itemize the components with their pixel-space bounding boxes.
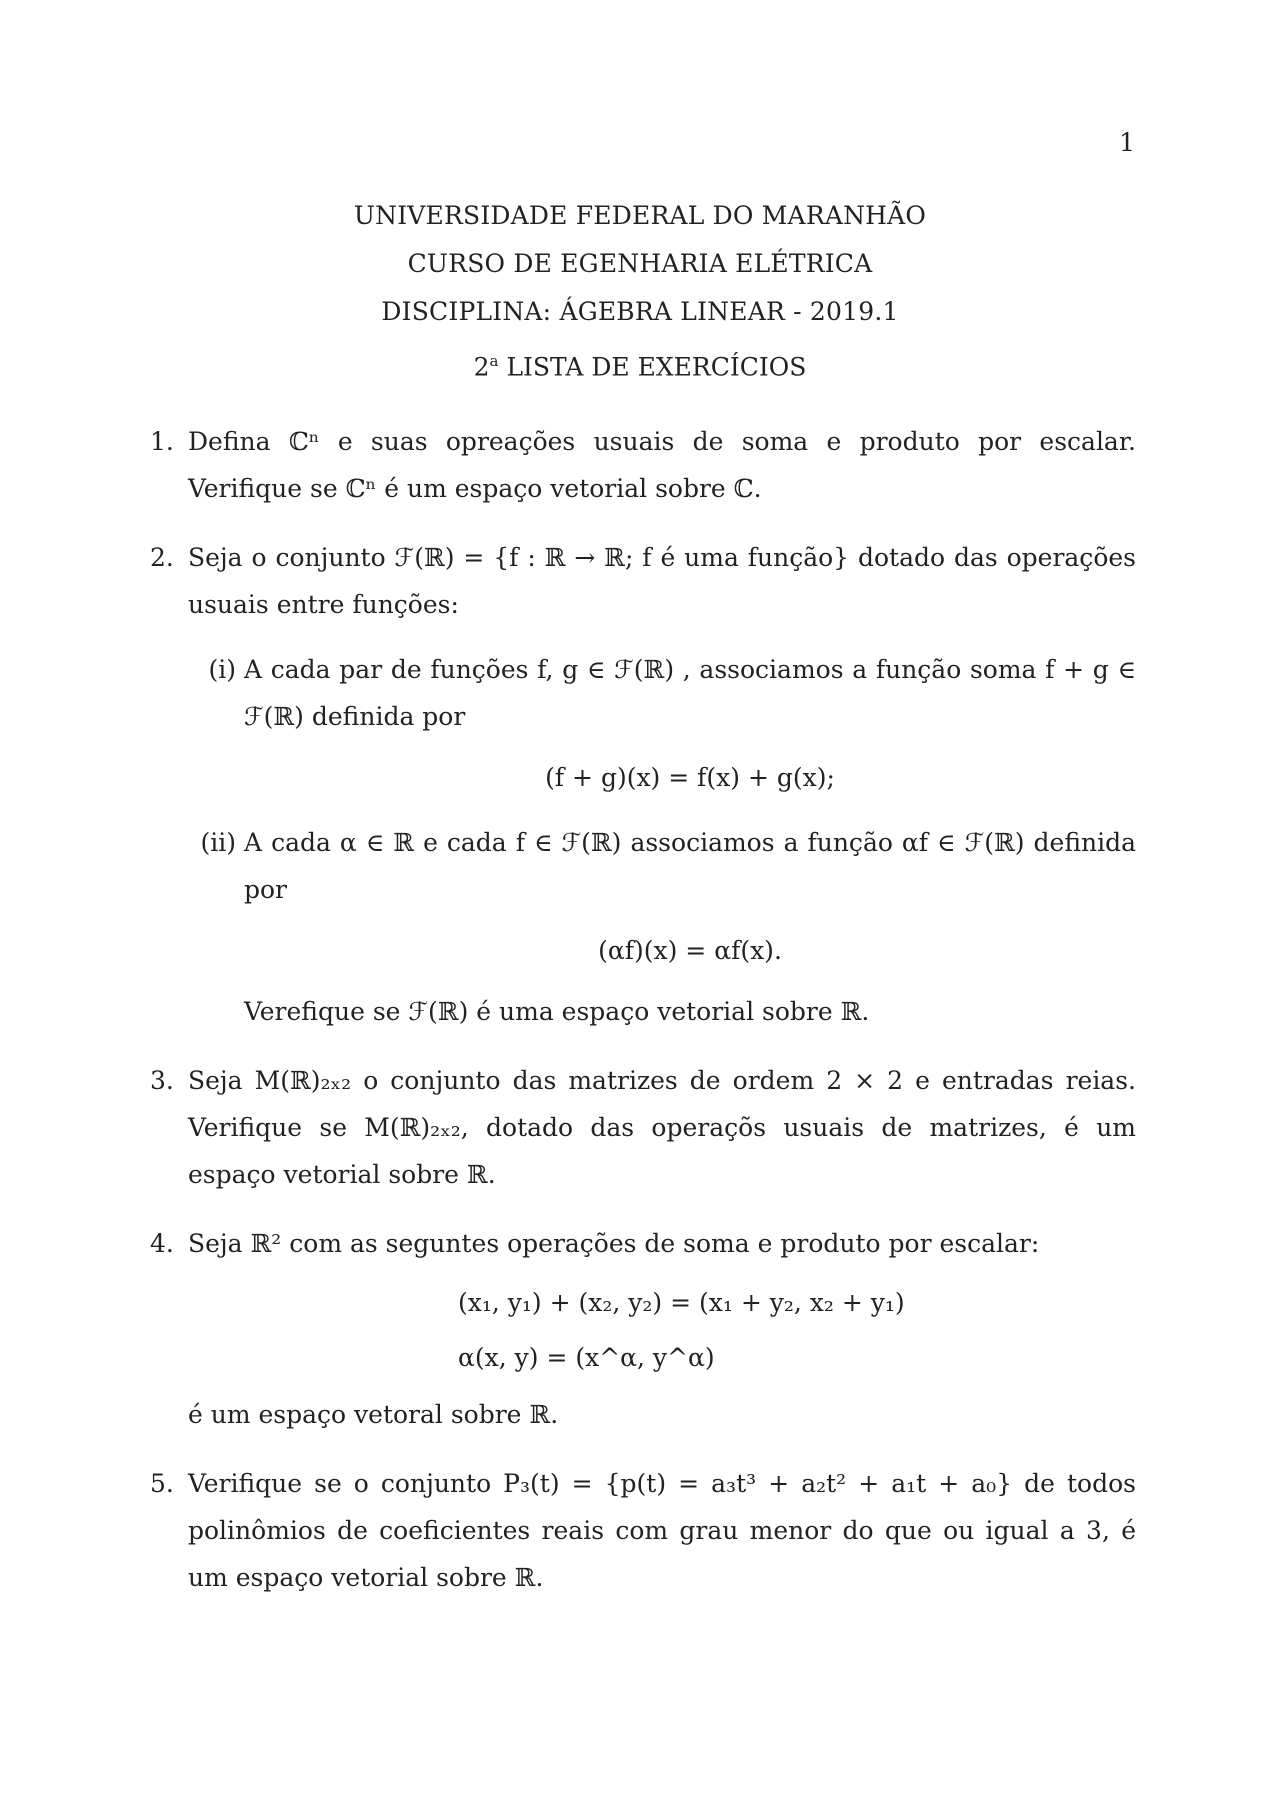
document-header [0, 192, 1280, 336]
exercise-number: 5. [150, 1469, 174, 1498]
list-title [0, 352, 1280, 381]
exercise-number: 2. [150, 543, 174, 572]
exercise-number: 4. [150, 1229, 174, 1258]
exercise-2 [150, 534, 1136, 1035]
list-ordinal-superscript: a [489, 352, 499, 370]
item-label: (ii) [200, 828, 236, 857]
item-formula: (f + g)(x) = f(x) + g(x); [545, 763, 835, 792]
exercise-text: Defina ℂⁿ e suas opreações usuais de soma e produto por escalar. Verifique se ℂⁿ é um espaço vetorial sobre ℂ. [188, 427, 1136, 503]
exercise-closing-text: é um espaço vetoral sobre ℝ. [188, 1400, 559, 1429]
discipline-name: DISCIPLINA: ÁGEBRA LINEAR - 2019.1 [381, 297, 899, 326]
exercise-number: 3. [150, 1066, 174, 1095]
item-text: A cada par de funções f, g ∈ ℱ(ℝ) , associamos a função soma f + g ∈ ℱ(ℝ) definida por [244, 655, 1136, 731]
sum-formula: (x₁, y₁) + (x₂, y₂) = (x₁ + y₂, x₂ + y₁) [458, 1288, 905, 1317]
exercise-2-item-ii [188, 819, 1136, 974]
exercise-1 [150, 418, 1136, 512]
university-name: UNIVERSIDADE FEDERAL DO MARANHÃO [353, 201, 927, 230]
scalar-formula: α(x, y) = (x^α, y^α) [458, 1343, 715, 1372]
item-label: (i) [208, 655, 236, 684]
item-formula: (αf)(x) = αf(x). [598, 936, 782, 965]
exercise-text: Seja M(ℝ)₂ₓ₂ o conjunto das matrizes de ordem 2 × 2 e entradas reias. Verifique se M(ℝ)₂ₓ₂, dotado das operaçõs usuais de matrizes, é um espaço vetorial sobre ℝ. [188, 1066, 1136, 1189]
exercise-5 [150, 1460, 1136, 1601]
exercise-4 [150, 1220, 1136, 1438]
item-text: A cada α ∈ ℝ e cada f ∈ ℱ(ℝ) associamos a função αf ∈ ℱ(ℝ) definida por [244, 828, 1136, 904]
list-title-text: LISTA DE EXERCÍCIOS [498, 352, 807, 382]
exercise-text: Seja ℝ² com as seguntes operações de soma e produto por escalar: [188, 1229, 1040, 1258]
exercise-closing-text: Verefique se ℱ(ℝ) é uma espaço vetorial sobre ℝ. [244, 997, 870, 1026]
page-number: 1 [1119, 128, 1135, 157]
exercise-number: 1. [150, 427, 174, 456]
exercise-text: Seja o conjunto ℱ(ℝ) = {f : ℝ → ℝ; f é uma função} dotado das operações usuais entre funções: [188, 543, 1136, 619]
exercise-2-item-i [188, 646, 1136, 801]
list-ordinal: 2 [473, 352, 490, 382]
course-name: CURSO DE EGENHARIA ELÉTRICA [407, 249, 873, 278]
exercise-text: Verifique se o conjunto P₃(t) = {p(t) = a₃t³ + a₂t² + a₁t + a₀} de todos polinômios de coeficientes reais com grau menor do que ou igual a 3, é um espaço vetorial sobre ℝ. [188, 1469, 1136, 1592]
exercise-list [150, 418, 1136, 1623]
exercise-3 [150, 1057, 1136, 1198]
